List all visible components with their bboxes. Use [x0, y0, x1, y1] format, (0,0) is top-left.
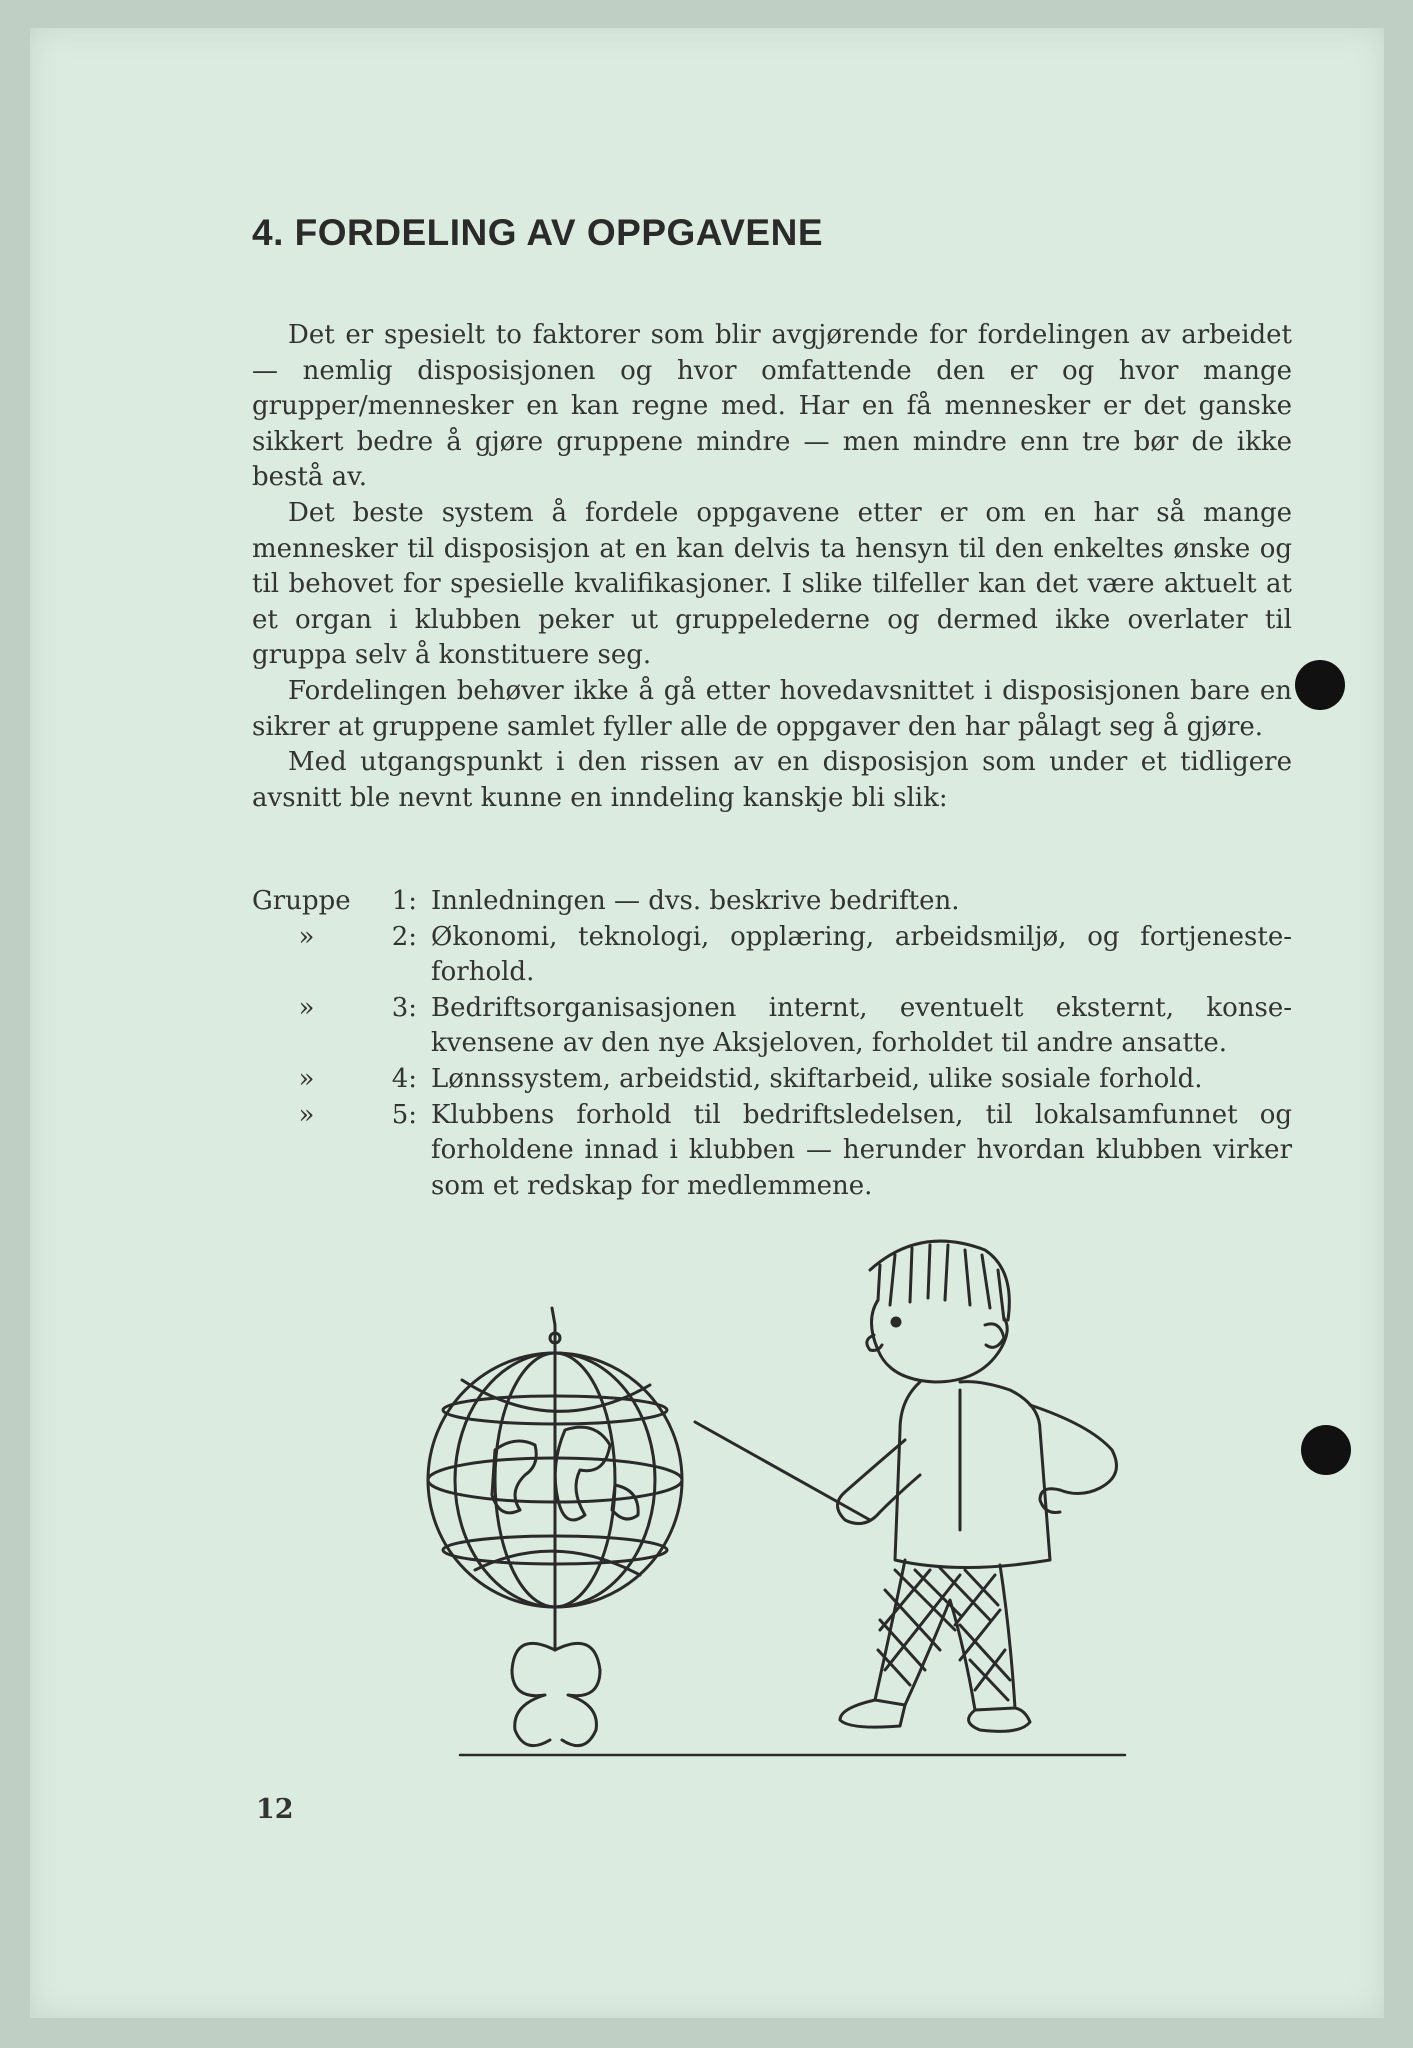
ditto-mark: »	[298, 921, 315, 952]
group-description: Bedriftsorganisasjonen internt, eventuelt eksternt, konsekvensene av den nye Aksjeloven, forholdet til andre ansatte.	[431, 992, 1292, 1059]
group-number: 1:	[391, 886, 417, 916]
section-heading: 4. FORDELING AV OPPGAVENE	[252, 212, 824, 253]
ditto-mark: »	[298, 992, 315, 1023]
page-number: 12	[256, 1794, 294, 1825]
ditto-mark: »	[298, 1099, 315, 1130]
group-row-2	[252, 920, 1292, 991]
punch-hole-bottom	[1301, 1425, 1351, 1475]
group-description: Klubbens forhold til bedriftsledelsen, til lokalsamfunnet og forholdene innad i klubben — herunder hvordan klubben virker som et redskap for medlemmene.	[431, 1099, 1292, 1201]
group-description: Økonomi, teknologi, opplæring, arbeidsmiljø, og fortjenesteforhold.	[431, 921, 1292, 988]
boy-figure	[838, 1241, 1117, 1731]
group-number: 3:	[391, 992, 417, 1023]
group-label: Gruppe	[252, 886, 351, 916]
group-list	[252, 884, 1292, 1204]
group-row-3	[252, 991, 1292, 1062]
paragraph-4: Med utgangspunkt i den rissen av en disposisjon som under et tidligere avsnitt ble nevnt kunne en inndeling kanskje bli slik:	[252, 747, 1292, 813]
paragraph-1: Det er spesielt to faktorer som blir avgjørende for fordelingen av arbeidet — nemlig disposisjonen og hvor omfattende den er og hvor mange grupper/mennesker en kan regne med. Har en få mennesker er det ganske sikkert bedre å gjøre gruppene mindre — men mindre enn tre bør de ikke bestå av.	[252, 320, 1292, 493]
cartoon-illustration	[400, 1230, 1140, 1770]
pointer-stick	[695, 1422, 870, 1520]
group-number: 5:	[391, 1099, 417, 1130]
group-number: 2:	[391, 921, 417, 952]
group-description: Lønnssystem, arbeidstid, skiftarbeid, ulike sosiale forhold.	[431, 1063, 1203, 1094]
group-description: Innledningen — dvs. beskrive bedriften.	[431, 886, 960, 916]
group-row-1	[252, 884, 1292, 920]
paragraph-3: Fordelingen behøver ikke å gå etter hovedavsnittet i disposisjonen bare en sikrer at gruppene samlet fyller alle de oppgaver den har pålagt seg å gjøre.	[252, 675, 1292, 742]
globe-icon	[428, 1308, 682, 1746]
group-row-4	[252, 1062, 1292, 1098]
group-number: 4:	[391, 1063, 417, 1094]
punch-hole-top	[1295, 660, 1345, 710]
paragraph-2: Det beste system å fordele oppgavene etter er om en har så mange mennesker til disposisjon at en kan delvis ta hensyn til den enkeltes ønske og til behovet for spesielle kvalifikasjoner. I slike tilfeller kan det være aktuelt at et organ i klubben peker ut gruppelederne og dermed ikke overlater til gruppa selv å konstituere seg.	[252, 497, 1292, 671]
body-text	[252, 318, 1292, 816]
ditto-mark: »	[298, 1063, 315, 1094]
group-row-5	[252, 1098, 1292, 1205]
